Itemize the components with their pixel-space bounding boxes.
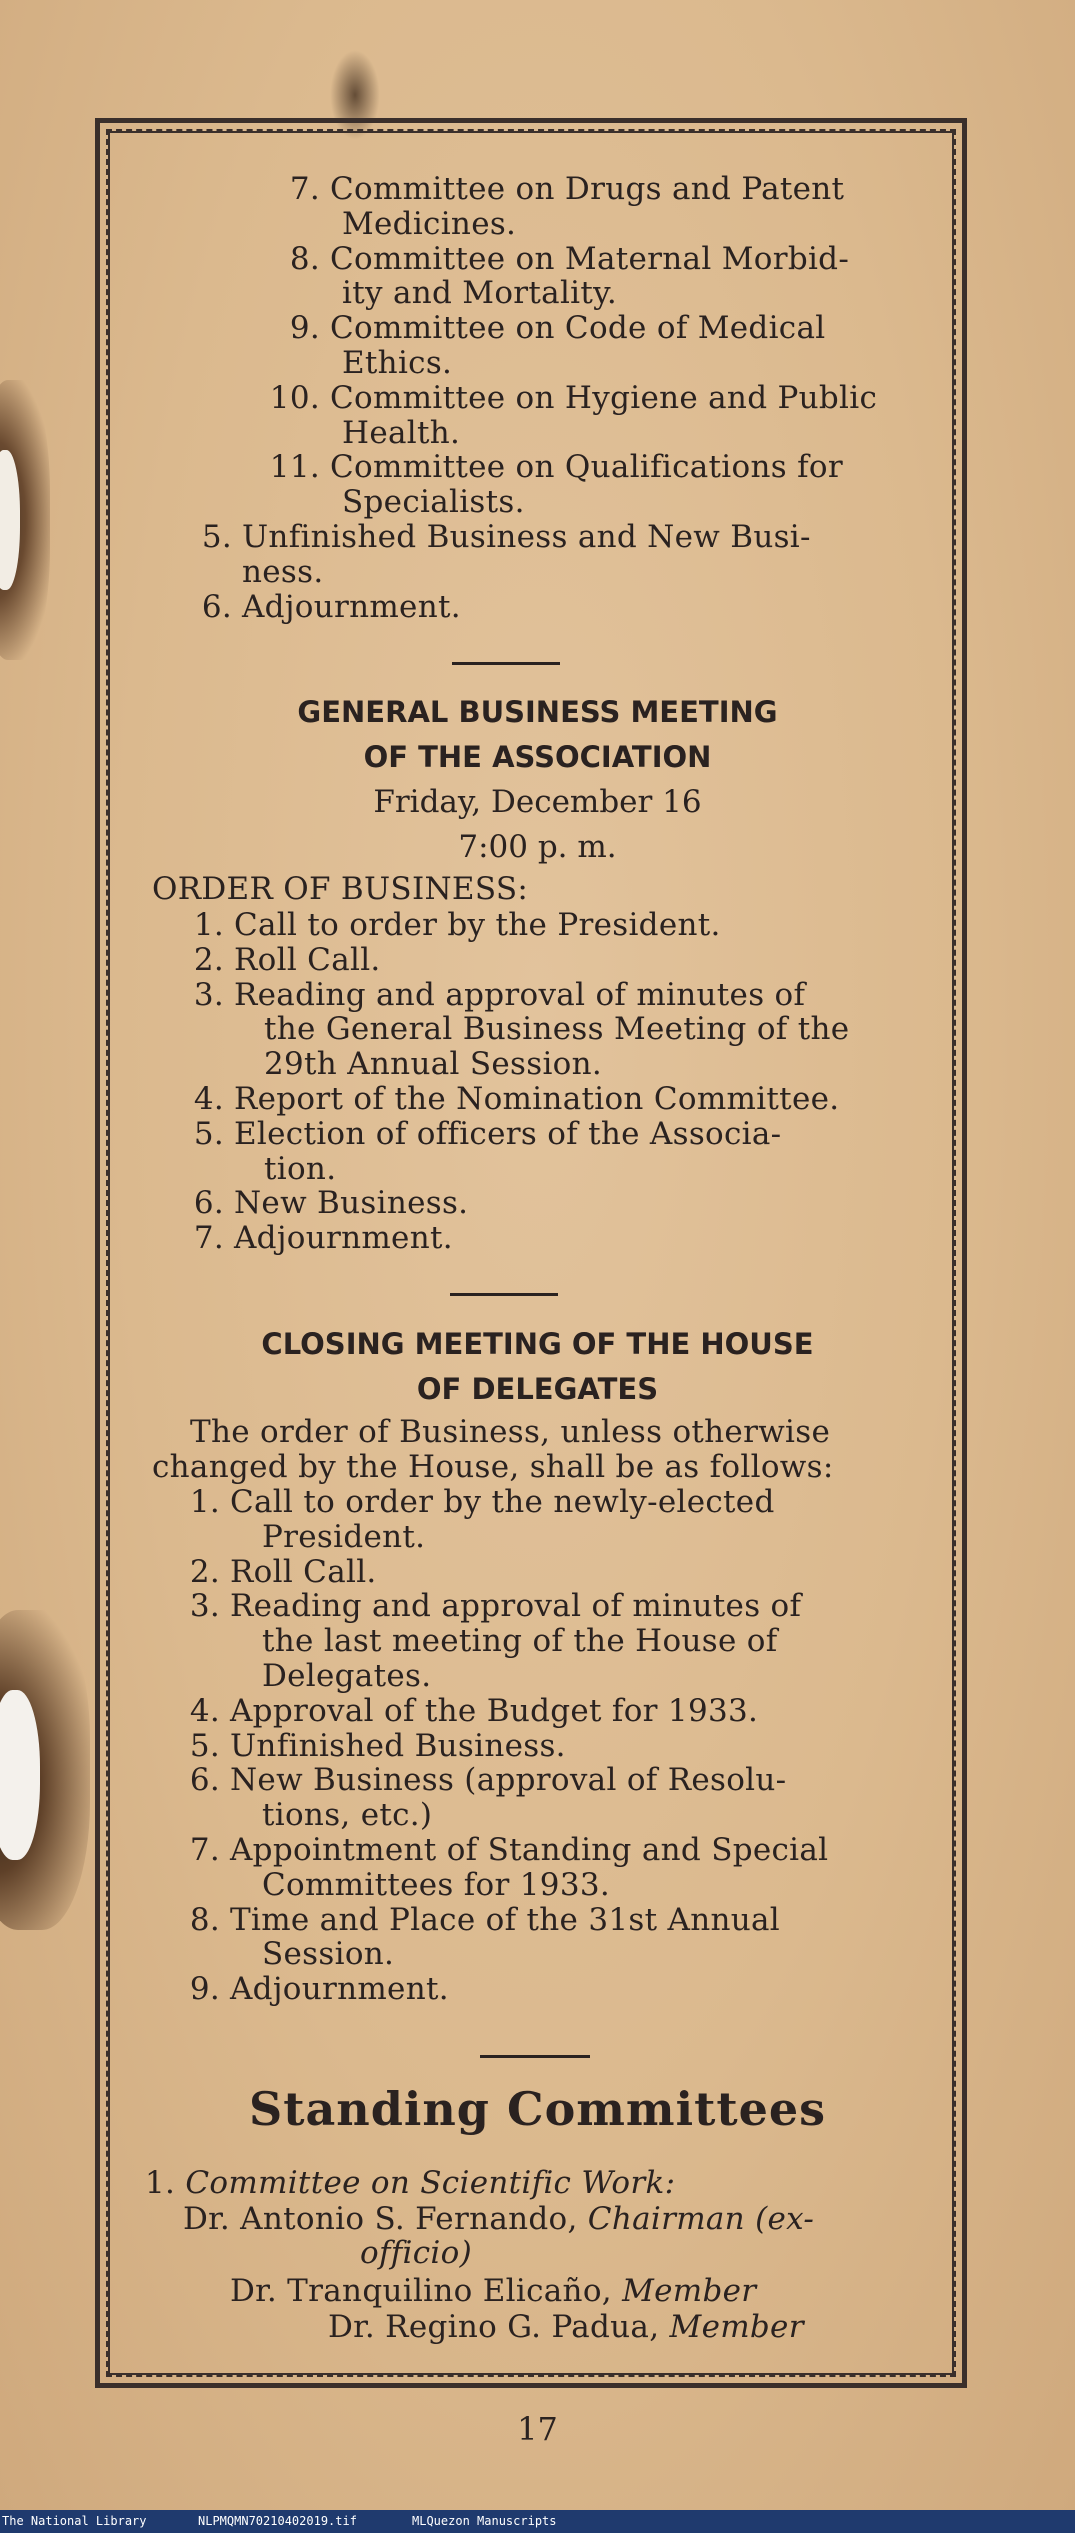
item-text: Election of officers of the Associa-	[234, 1115, 782, 1152]
list-item	[262, 1520, 425, 1554]
list-item	[262, 1798, 432, 1832]
item-text: tions, etc.)	[262, 1797, 433, 1834]
footer-file: NLPMQMN70210402019.tif	[198, 2514, 357, 2528]
item-number: 1.	[189, 1484, 220, 1520]
list-item	[182, 1117, 781, 1151]
item-text: Roll Call.	[234, 941, 381, 978]
general-meeting-title-2: OF THE ASSOCIATION	[363, 740, 712, 774]
item-number: 9.	[189, 1971, 220, 2008]
burn-mark-lower	[0, 1610, 90, 1930]
list-item	[342, 276, 617, 310]
list-item	[268, 450, 843, 484]
list-item	[178, 1694, 758, 1728]
item-text: President.	[262, 1518, 426, 1555]
list-item	[178, 1903, 780, 1937]
item-text: the General Business Meeting of the	[264, 1011, 850, 1048]
item-text: Health.	[342, 414, 461, 451]
archive-footer-bar	[0, 2510, 1075, 2533]
item-text: Appointment of Standing and Special	[230, 1832, 829, 1868]
footer-collection: MLQuezon Manuscripts	[412, 2514, 557, 2528]
list-item	[178, 1555, 377, 1589]
item-number: 5.	[201, 519, 232, 555]
section-divider	[480, 2055, 590, 2058]
section-divider	[450, 1293, 558, 1296]
general-meeting-title-1: GENERAL BUSINESS MEETING	[297, 695, 778, 729]
list-item	[178, 1763, 786, 1797]
item-number: 5.	[193, 1115, 224, 1152]
general-meeting-time: 7:00 p. m.	[458, 829, 617, 865]
list-item	[242, 555, 323, 589]
item-text: Committee on Maternal Morbid-	[330, 240, 850, 277]
item-text: Adjournment.	[230, 1971, 449, 2008]
footer-library: The National Library	[2, 2514, 147, 2528]
item-text: Unfinished Business.	[230, 1727, 566, 1764]
list-item	[342, 346, 452, 380]
item-text: Report of the Nomination Committee.	[234, 1081, 840, 1117]
chairman-name: Dr. Antonio S. Fernando,	[183, 2201, 578, 2237]
item-number: 8.	[289, 240, 320, 277]
list-item	[342, 207, 516, 241]
list-item	[182, 1082, 839, 1116]
list-item	[262, 1937, 394, 1971]
item-text: Committees for 1933.	[262, 1866, 611, 1903]
item-text: Medicines.	[342, 205, 517, 242]
item-number: 8.	[189, 1901, 220, 1938]
member-name: Dr. Tranquilino Elicaño,	[230, 2273, 612, 2309]
list-item	[264, 1012, 849, 1046]
item-text: Delegates.	[262, 1658, 432, 1694]
item-number: 4.	[189, 1692, 220, 1729]
item-text: ness.	[242, 553, 324, 590]
item-text: Session.	[262, 1936, 395, 1973]
item-number: 7.	[289, 171, 320, 207]
closing-meeting-title-2: OF DELEGATES	[416, 1372, 659, 1406]
item-text: Adjournment.	[242, 588, 461, 625]
order-of-business-label: ORDER OF BUSINESS:	[152, 871, 529, 907]
item-text: Ethics.	[342, 345, 453, 381]
list-item	[262, 1624, 777, 1658]
item-text: Call to order by the President.	[234, 907, 721, 943]
closing-intro-line-1: The order of Business, unless otherwise	[190, 1414, 831, 1450]
list-item	[264, 1047, 602, 1081]
item-text: the last meeting of the House of	[262, 1623, 778, 1660]
item-text: Reading and approval of minutes of	[230, 1588, 802, 1625]
item-number: 7.	[189, 1832, 220, 1868]
item-text: ity and Mortality.	[342, 275, 617, 312]
list-item	[262, 1868, 610, 1902]
item-number: 6.	[189, 1762, 220, 1799]
item-text: Call to order by the newly-elected	[230, 1484, 775, 1520]
member-name: Dr. Regino G. Padua,	[328, 2309, 660, 2345]
list-item	[178, 1589, 801, 1623]
list-item	[178, 1972, 449, 2006]
item-number: 5.	[189, 1727, 220, 1764]
item-number: 3.	[193, 976, 224, 1013]
list-item	[178, 1485, 775, 1519]
list-item	[268, 172, 844, 206]
item-text: Time and Place of the 31st Annual	[230, 1901, 781, 1938]
committee-member-2	[328, 2310, 804, 2344]
item-text: Roll Call.	[230, 1553, 377, 1590]
burn-mark-upper	[0, 380, 50, 660]
chairman-extra-2: officio)	[360, 2235, 472, 2271]
item-text: Committee on Hygiene and Public	[330, 379, 878, 416]
closing-intro-line-2: changed by the House, shall be as follows:	[152, 1449, 834, 1485]
member-role: Member	[669, 2309, 804, 2345]
list-item	[342, 485, 525, 519]
committee-chairman	[183, 2202, 814, 2236]
general-meeting-date: Friday, December 16	[373, 784, 702, 820]
list-item	[268, 381, 877, 415]
item-number: 1.	[193, 907, 224, 943]
list-item	[342, 416, 460, 450]
list-item	[268, 242, 849, 276]
list-item	[182, 1221, 453, 1255]
item-number: 2.	[193, 941, 224, 978]
list-item	[178, 1729, 566, 1763]
item-text: Unfinished Business and New Busi-	[242, 519, 811, 555]
item-text: Adjournment.	[234, 1220, 453, 1257]
item-text: New Business (approval of Resolu-	[230, 1762, 787, 1799]
item-text: Approval of the Budget for 1933.	[230, 1692, 759, 1729]
committee-member-1	[230, 2274, 756, 2308]
item-text: New Business.	[234, 1185, 469, 1222]
list-item	[182, 978, 805, 1012]
closing-meeting-title-1: CLOSING MEETING OF THE HOUSE	[261, 1327, 814, 1361]
section-divider	[452, 662, 560, 665]
item-number: 3.	[189, 1588, 220, 1625]
item-text: Committee on Qualifications for	[330, 449, 843, 486]
item-number: 6.	[193, 1185, 224, 1222]
item-number: 11.	[269, 449, 320, 486]
member-role: Member	[622, 2273, 757, 2309]
chairman-role: Chairman	[587, 2201, 745, 2237]
item-number: 7.	[193, 1220, 224, 1257]
item-number: 2.	[189, 1553, 220, 1590]
item-number: 10.	[269, 379, 320, 416]
item-text: Reading and approval of minutes of	[234, 976, 806, 1013]
list-item	[182, 943, 381, 977]
list-item	[264, 1152, 336, 1186]
chairman-extra: (ex-	[755, 2201, 815, 2237]
list-item	[268, 311, 825, 345]
item-text: Committee on Code of Medical	[330, 310, 826, 347]
committee-title: Committee on Scientific Work:	[185, 2165, 676, 2201]
item-text: tion.	[264, 1150, 337, 1187]
page-number: 17	[517, 2410, 558, 2448]
item-number: 4.	[193, 1081, 224, 1117]
list-item	[180, 520, 811, 554]
list-item	[178, 1833, 828, 1867]
standing-committees-title: Standing Committees	[248, 2082, 827, 2136]
committee-number: 1.	[145, 2165, 176, 2201]
item-text: 29th Annual Session.	[264, 1046, 603, 1083]
list-item	[182, 1186, 468, 1220]
item-number: 6.	[201, 588, 232, 625]
committee-1-heading	[145, 2166, 675, 2200]
list-item	[180, 590, 461, 624]
item-number: 9.	[289, 310, 320, 347]
item-text: Specialists.	[342, 484, 525, 521]
list-item	[182, 908, 721, 942]
list-item	[262, 1659, 431, 1693]
item-text: Committee on Drugs and Patent	[330, 171, 845, 207]
